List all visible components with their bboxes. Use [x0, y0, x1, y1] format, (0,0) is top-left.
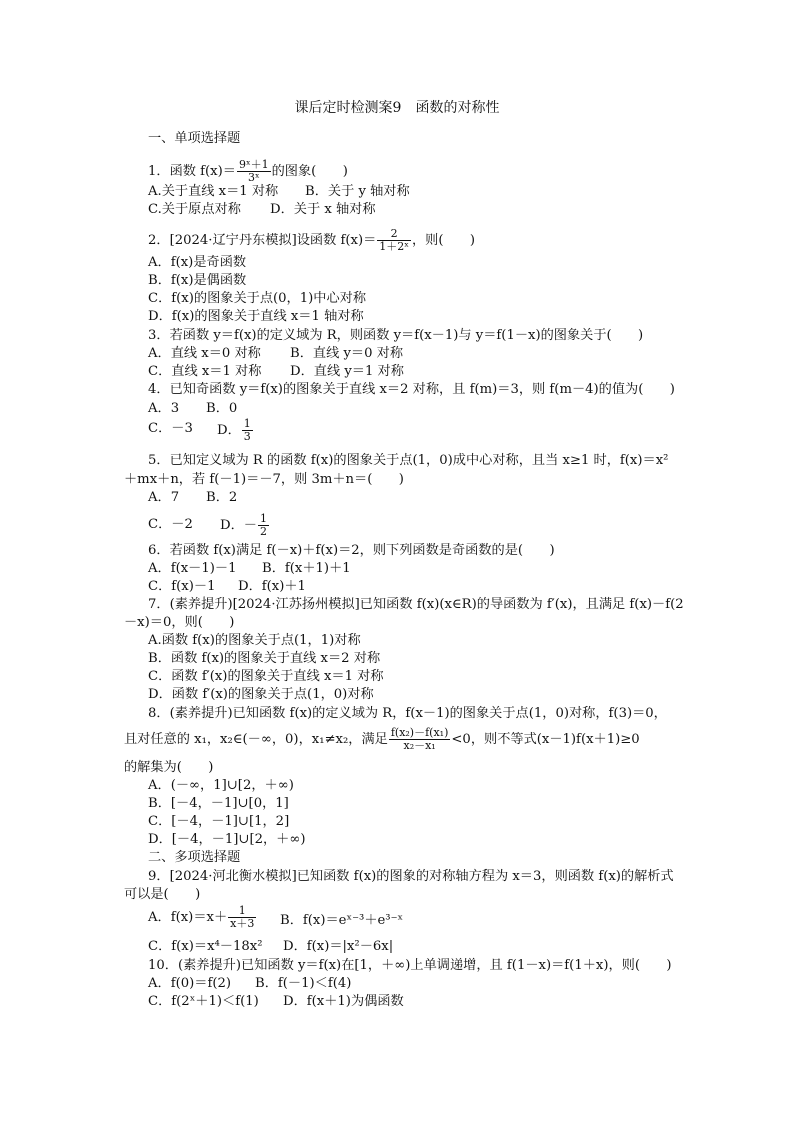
- question-3-stem: 3．若函数 y＝f(x)的定义域为 R，则函数 y＝f(x－1)与 y＝f(1－x)的图象关于( ): [148, 328, 644, 343]
- question-7-option-c: C．函数 f′(x)的图象关于直线 x＝1 对称: [148, 669, 384, 684]
- question-10-option-a: A．f(0)＝f(2): [148, 976, 232, 991]
- question-6-option-d: D．f(x)＋1: [238, 579, 306, 594]
- question-10-option-d: D．f(x＋1)为偶函数: [283, 994, 404, 1009]
- question-9-option-b: B．f(x)＝eˣ⁻³＋e³⁻ˣ: [280, 913, 404, 928]
- question-2-option-a: A．f(x)是奇函数: [148, 255, 247, 270]
- question-6-option-b: B．f(x＋1)＋1: [262, 561, 351, 576]
- question-4-option-a: A．3: [148, 401, 180, 416]
- question-6-option-a: A．f(x－1)－1: [148, 561, 237, 576]
- question-7-stem-line2: －x)＝0，则( ): [124, 615, 235, 630]
- question-9-option-c: C．f(x)＝x⁴－18x²: [148, 939, 263, 954]
- question-7-option-d: D．函数 f′(x)的图象关于点(1，0)对称: [148, 687, 374, 702]
- fraction: $\frac{\text{f(x₂)－f(x₁)}}{\text{x₂－x₁}}$: [390, 726, 449, 752]
- question-3-option-b: B．直线 y＝0 对称: [290, 346, 404, 361]
- question-6-option-c: C．f(x)－1: [148, 579, 216, 594]
- fraction: $\frac{1}{2}$: [259, 512, 267, 538]
- question-7-stem-line1: 7．(素养提升)[2024·江苏扬州模拟]已知函数 f(x)(x∈R)的导函数为 f′(x)，且满足 f(x)－f(2: [148, 597, 684, 612]
- question-4-option-b: B．0: [206, 401, 238, 416]
- question-5-option-c: C．－2: [148, 517, 193, 532]
- question-10-stem: 10．(素养提升)已知函数 y＝f(x)在[1，＋∞)上单调递增，且 f(1－x)＝f(1＋x)，则( ): [148, 958, 672, 973]
- question-8-option-d: D．[－4，－1]∪[2，＋∞): [148, 832, 306, 847]
- page-title: 课后定时检测案9 函数的对称性: [294, 100, 500, 116]
- question-4-stem: 4．已知奇函数 y＝f(x)的图象关于直线 x＝2 对称，且 f(m)＝3，则 f(m－4)的值为( ): [148, 382, 675, 397]
- question-1-option-a: A.关于直线 x＝1 对称: [148, 184, 279, 199]
- question-8-stem-line2: 且对任意的 x₁，x₂∈(－∞，0)，x₁≠x₂，满足 $\frac{\text{f(x₂)－f(x₁)}}{\text{x₂－x₁}}$ <0，则不等式(x－1)f(x＋1)≥0: [124, 726, 640, 752]
- question-5-option-b: B．2: [206, 490, 238, 505]
- question-10-option-b: B．f(－1)＜f(4): [255, 976, 352, 991]
- question-6-stem: 6．若函数 f(x)满足 f(－x)＋f(x)＝2，则下列函数是奇函数的是( ): [148, 543, 555, 558]
- question-5-stem-line2: ＋mx＋n，若 f(－1)＝－7，则 3m＋n＝( ): [124, 472, 404, 487]
- question-8-stem-line1: 8．(素养提升)已知函数 f(x)的定义域为 R，f(x－1)的图象关于点(1，0)对称，f(3)＝0，: [148, 706, 667, 721]
- question-2-stem: 2．[2024·辽宁丹东模拟]设函数 f(x)＝ $\frac{2}{\text{1＋2ˣ}}$ ，则( ): [148, 227, 476, 253]
- question-2-option-c: C．f(x)的图象关于点(0，1)中心对称: [148, 291, 367, 306]
- question-5-option-d: D．－ $\frac{1}{2}$: [220, 512, 267, 538]
- question-1-option-d: D．关于 x 轴对称: [270, 202, 376, 217]
- question-5-stem-line1: 5．已知定义域为 R 的函数 f(x)的图象关于点(1，0)成中心对称，且当 x≥1 时，f(x)＝x²: [148, 453, 669, 468]
- question-2-option-d: D．f(x)的图象关于直线 x＝1 轴对称: [148, 309, 364, 324]
- question-3-option-a: A．直线 x＝0 对称: [148, 346, 261, 361]
- question-7-option-a: A.函数 f(x)的图象关于点(1，1)对称: [148, 633, 361, 648]
- fraction: $\frac{\text{9ˣ＋1}}{\text{3ˣ}}$: [238, 158, 269, 184]
- question-5-option-a: A．7: [148, 490, 180, 505]
- question-8-option-c: C．[－4，－1]∪[1，2]: [148, 814, 290, 829]
- section-heading-single: 一、单项选择题: [148, 131, 241, 146]
- question-3-option-c: C．直线 x＝1 对称: [148, 364, 262, 379]
- question-4-option-c: C．－3: [148, 421, 193, 436]
- question-1-option-b: B．关于 y 轴对称: [305, 184, 410, 199]
- question-8-option-a: A．(－∞，1]∪[2，＋∞): [148, 778, 294, 793]
- question-8-option-b: B．[－4，－1]∪[0，1]: [148, 796, 289, 811]
- fraction: $\frac{1}{3}$: [243, 417, 251, 443]
- question-1-option-c: C.关于原点对称: [148, 202, 241, 217]
- question-10-option-c: C．f(2ˣ＋1)＜f(1): [148, 994, 259, 1009]
- question-7-option-b: B．函数 f(x)的图象关于直线 x＝2 对称: [148, 651, 381, 666]
- question-9-stem-line2: 可以是( ): [124, 887, 201, 902]
- section-heading-multi: 二、多项选择题: [148, 850, 241, 865]
- question-9-option-d: D．f(x)＝|x²－6x|: [283, 939, 394, 954]
- question-9-stem-line1: 9．[2024·河北衡水模拟]已知函数 f(x)的图象的对称轴方程为 x＝3，则函数 f(x)的解析式: [148, 869, 674, 884]
- question-9-option-a: A．f(x)＝x＋ $\frac{1}{x+3}$: [148, 904, 255, 930]
- question-2-option-b: B．f(x)是偶函数: [148, 273, 247, 288]
- question-8-stem-line3: 的解集为( ): [124, 760, 214, 775]
- question-3-option-d: D．直线 y＝1 对称: [290, 364, 404, 379]
- question-4-option-d: D． $\frac{1}{3}$: [217, 417, 251, 443]
- fraction: $\frac{2}{\text{1＋2ˣ}}$: [379, 227, 409, 253]
- fraction: $\frac{1}{x+3}$: [230, 904, 255, 930]
- question-1-stem: 1．函数 f(x)＝ $\frac{\text{9ˣ＋1}}{\text{3ˣ}}$ 的图象( ): [148, 158, 348, 184]
